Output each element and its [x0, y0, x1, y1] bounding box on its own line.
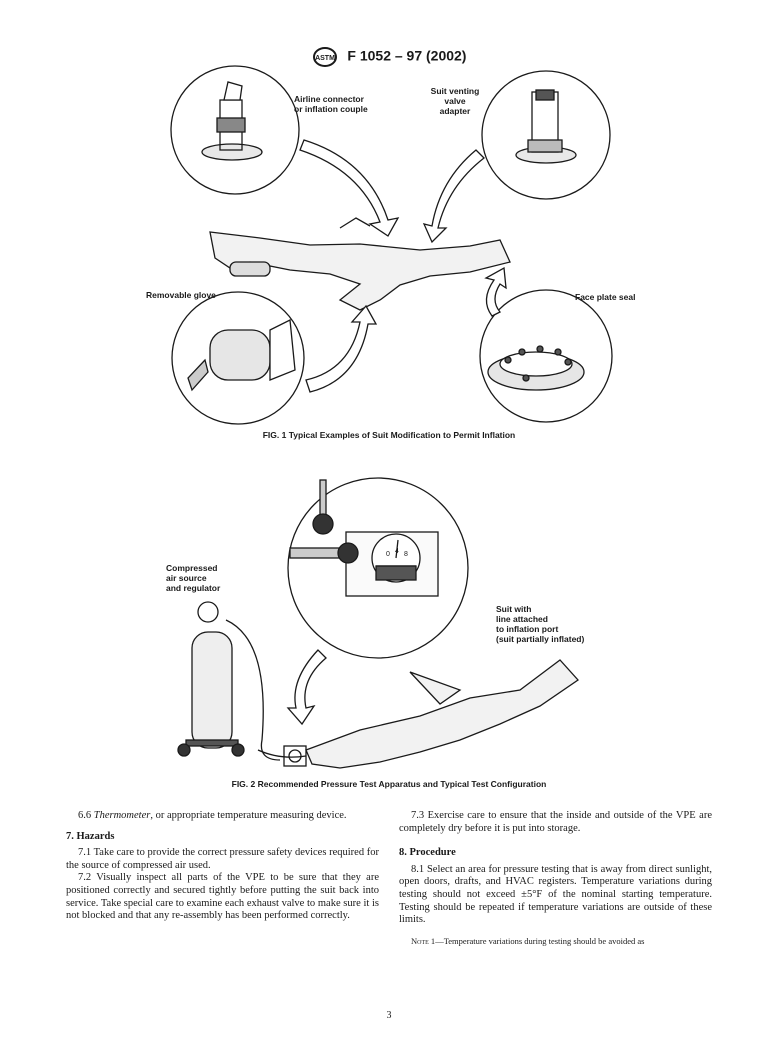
left-column: [66, 810, 379, 923]
figure-2-caption: FIG. 2 Recommended Pressure Test Apparatus and Typical Test Configuration: [231, 779, 547, 789]
label-removable-glove: Removable glove: [146, 290, 216, 300]
paragraph-7-1: 7.1 Take care to provide the correct pressure safety devices required for the source of compressed air used.: [66, 847, 379, 871]
paragraph-7-2: 7.2 Visually inspect all parts of the VPE to be sure that they are positioned correctly and secured tightly before putting the suit back into service. Take special care to examine each exhaust valve to make sure it is not blocked and that any re-assembly has been performed correctly.: [66, 872, 379, 922]
label-compressed-air: Compressed air source and regulator: [166, 563, 221, 593]
section-7-heading: 7. Hazards: [66, 830, 115, 842]
airline-connector-callout: [171, 66, 299, 194]
label-suit-inflated: Suit with line attached to inflation port (suit partially inflated): [496, 604, 585, 644]
removable-glove-callout: [172, 292, 304, 424]
label-face-plate-seal: Face plate seal: [575, 292, 636, 302]
arrow-figure-2: [288, 650, 326, 724]
venting-valve-callout: [482, 71, 610, 199]
standard-designation: F 1052 – 97 (2002): [347, 47, 467, 64]
figure-1-caption: FIG. 1 Typical Examples of Suit Modification to Permit Inflation: [262, 430, 516, 440]
section-8-heading: 8. Procedure: [399, 847, 456, 859]
paragraph-7-3: 7.3 Exercise care to ensure that the inside and outside of the VPE are completely dry before it is put into storage.: [399, 810, 712, 834]
svg-text:ASTM: ASTM: [314, 55, 335, 62]
gauge-max-label: 8: [404, 551, 408, 558]
gauge-mid-label: 4: [395, 548, 399, 555]
note-text: —Temperature variations during testing should be avoided as: [435, 935, 645, 946]
air-cylinder: [178, 602, 280, 760]
page-number: 3: [386, 1010, 392, 1021]
note-label: Note 1: [411, 935, 436, 946]
face-plate-callout: [480, 290, 612, 422]
right-column: [399, 810, 712, 947]
label-venting-valve: Suit venting valve adapter: [430, 86, 480, 116]
suit-figure-1: [210, 218, 510, 310]
pressure-apparatus-callout: [288, 478, 468, 658]
note-1: [399, 935, 712, 948]
paragraph-6-6: 6.6 Thermometer, or appropriate temperature measuring device.: [78, 810, 347, 821]
label-airline-connector: Airline connector or inflation couple: [294, 94, 368, 114]
paragraph-8-1: 8.1 Select an area for pressure testing that is away from direct sunlight, open doors, drafts, and HVAC registers. Temperature variations during testing should not exceed ±5°F of the nominal starting temperature. Testing should be repeated if temperature variations are outside of these limits.: [399, 863, 712, 926]
gauge-min-label: 0: [386, 551, 390, 558]
